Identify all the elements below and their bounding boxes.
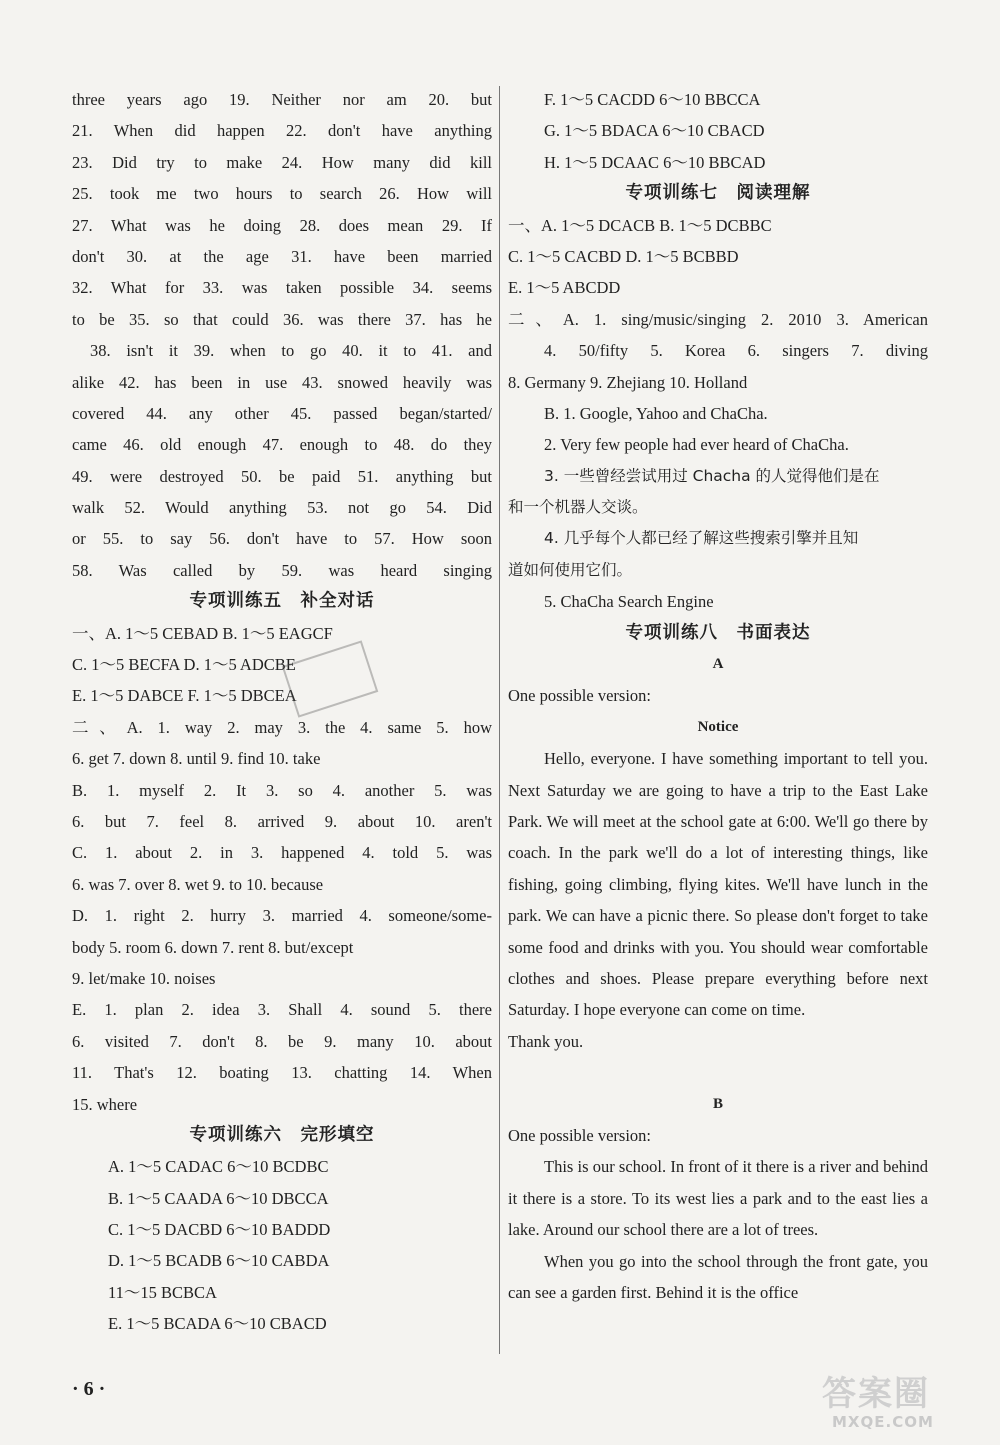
left-line: C. 1. about 2. in 3. happened 4. told 5. was: [72, 843, 492, 863]
left-line: 58. Was called by 59. was heard singing: [72, 560, 492, 580]
right-line: C. 1～5 CACBD D. 1～5 BCBBD: [508, 246, 739, 266]
left-line: walk 52. Would anything 53. not go 54. Did: [72, 498, 492, 518]
essay-a-paragraph: Hello, everyone. I have something important to tell you. Next Saturday we are going to have a trip to the East Lake Park. We will meet at the school gate at 6:00. We'll go there by coach. In the park we'll do a lot of interesting things, like fishing, going climbing, flying kites. We'll have lunch in the park. We can have a picnic there. So please don't forget to take some food and drinks with you. You should wear comfortable clothes and shoes. Please prepare everything before next Saturday. I hope everyone can come on time.: [508, 749, 928, 1020]
right-line: 和一个机器人交谈。: [508, 498, 648, 517]
left-line: A. 1～5 CADAC 6～10 BCDBC: [108, 1157, 329, 1177]
section-b-heading: B: [712, 1095, 723, 1112]
left-line: C. 1～5 DACBD 6～10 BADDD: [108, 1220, 331, 1240]
right-heading: 专项训练七 阅读理解: [625, 183, 811, 204]
right-line: 8. Germany 9. Zhejiang 10. Holland: [508, 372, 748, 392]
left-column: [72, 84, 492, 1340]
left-line: 21. When did happen 22. don't have anything: [72, 121, 492, 141]
left-line: covered 44. any other 45. passed began/started/: [72, 403, 492, 423]
left-line: 6. get 7. down 8. until 9. find 10. take: [72, 749, 321, 769]
right-line: G. 1～5 BDACA 6～10 CBACD: [544, 121, 765, 141]
left-line: 25. took me two hours to search 26. How will: [72, 184, 492, 204]
left-line: don't 30. at the age 31. have been married: [72, 246, 492, 266]
left-line: 11～15 BCBCA: [108, 1282, 217, 1302]
left-line: 6. was 7. over 8. wet 9. to 10. because: [72, 874, 324, 894]
essay-b-paragraph-2: When you go into the school through the front gate, you can see a garden first. Behind it is the office: [508, 1251, 928, 1303]
left-line: alike 42. has been in use 43. snowed heavily was: [72, 372, 492, 392]
right-line: Notice: [697, 718, 739, 735]
blank-line: [508, 1057, 928, 1088]
column-divider: [499, 86, 500, 1354]
left-heading: 专项训练五 补全对话: [189, 591, 375, 612]
left-line: 15. where: [72, 1094, 138, 1114]
left-line: D. 1～5 BCADB 6～10 CABDA: [108, 1251, 330, 1271]
left-line: came 46. old enough 47. enough to 48. do they: [72, 435, 492, 455]
right-line: 2. Very few people had ever heard of ChaCha.: [544, 435, 849, 455]
right-line: 二、A. 1. sing/music/singing 2. 2010 3. American: [508, 309, 928, 329]
right-heading: 专项训练八 书面表达: [625, 622, 811, 643]
right-line: 4. 50/fifty 5. Korea 6. singers 7. diving: [544, 341, 928, 361]
watermark-text: 答案圈: [822, 1374, 930, 1414]
left-line: B. 1～5 CAADA 6～10 DBCCA: [108, 1188, 329, 1208]
left-line: 49. were destroyed 50. be paid 51. anything but: [72, 466, 492, 486]
left-line: D. 1. right 2. hurry 3. married 4. someone/some-: [72, 906, 492, 926]
left-line: 38. isn't it 39. when to go 40. it to 41. and: [90, 341, 492, 361]
right-line: E. 1～5 ABCDD: [508, 278, 621, 298]
left-line: B. 1. myself 2. It 3. so 4. another 5. was: [72, 780, 492, 800]
right-line: H. 1～5 DCAAC 6～10 BBCAD: [544, 152, 766, 172]
left-line: three years ago 19. Neither nor am 20. but: [72, 90, 492, 109]
left-line: 32. What for 33. was taken possible 34. seems: [72, 278, 492, 298]
right-line: A: [712, 656, 724, 673]
left-line: 一、A. 1～5 CEBAD B. 1～5 EAGCF: [72, 623, 333, 643]
essay-a-closing: Thank you.: [508, 1031, 584, 1051]
left-heading: 专项训练六 完形填空: [189, 1124, 375, 1145]
watermark-url: MXQE.COM: [832, 1413, 934, 1431]
right-column: [508, 84, 928, 1308]
right-line: 4. 几乎每个人都已经了解这些搜索引擎并且知: [544, 529, 859, 548]
page-number: · 6 ·: [72, 1378, 106, 1400]
version-b-label: One possible version:: [508, 1126, 651, 1146]
left-line: 23. Did try to make 24. How many did kill: [72, 152, 492, 172]
left-line: to be 35. so that could 36. was there 37. has he: [72, 309, 492, 329]
left-line: 6. but 7. feel 8. arrived 9. about 10. aren't: [72, 811, 492, 831]
essay-b-paragraph-1: This is our school. In front of it there is a river and behind it there is a store. To its west lies a park and to the east lies a lake. Around our school there are a lot of trees.: [508, 1157, 928, 1240]
right-line: B. 1. Google, Yahoo and ChaCha.: [544, 403, 768, 423]
right-line: One possible version:: [508, 686, 651, 706]
left-line: body 5. room 6. down 7. rent 8. but/except: [72, 937, 354, 957]
left-line: E. 1～5 BCADA 6～10 CBACD: [108, 1314, 327, 1334]
right-line: 3. 一些曾经尝试用过 Chacha 的人觉得他们是在: [544, 466, 880, 485]
left-line: C. 1～5 BECFA D. 1～5 ADCBE: [72, 655, 296, 675]
right-line: 5. ChaCha Search Engine: [544, 592, 714, 612]
right-line: 道如何使用它们。: [508, 560, 633, 579]
right-line: F. 1～5 CACDD 6～10 BBCCA: [544, 90, 761, 109]
left-line: E. 1. plan 2. idea 3. Shall 4. sound 5. there: [72, 1000, 492, 1020]
left-line: 6. visited 7. don't 8. be 9. many 10. about: [72, 1031, 492, 1051]
left-line: 二、A. 1. way 2. may 3. the 4. same 5. how: [72, 717, 492, 737]
right-lines: [508, 84, 928, 743]
left-line: 9. let/make 10. noises: [72, 968, 216, 988]
left-line: 11. That's 12. boating 13. chatting 14. When: [72, 1063, 492, 1083]
left-line: or 55. to say 56. don't have to 57. How soon: [72, 529, 492, 549]
watermark-logo: [822, 1375, 982, 1437]
left-line: E. 1～5 DABCE F. 1～5 DBCEA: [72, 686, 297, 706]
left-line: 27. What was he doing 28. does mean 29. If: [72, 215, 492, 235]
right-line: 一、A. 1～5 DCACB B. 1～5 DCBBC: [508, 215, 772, 235]
